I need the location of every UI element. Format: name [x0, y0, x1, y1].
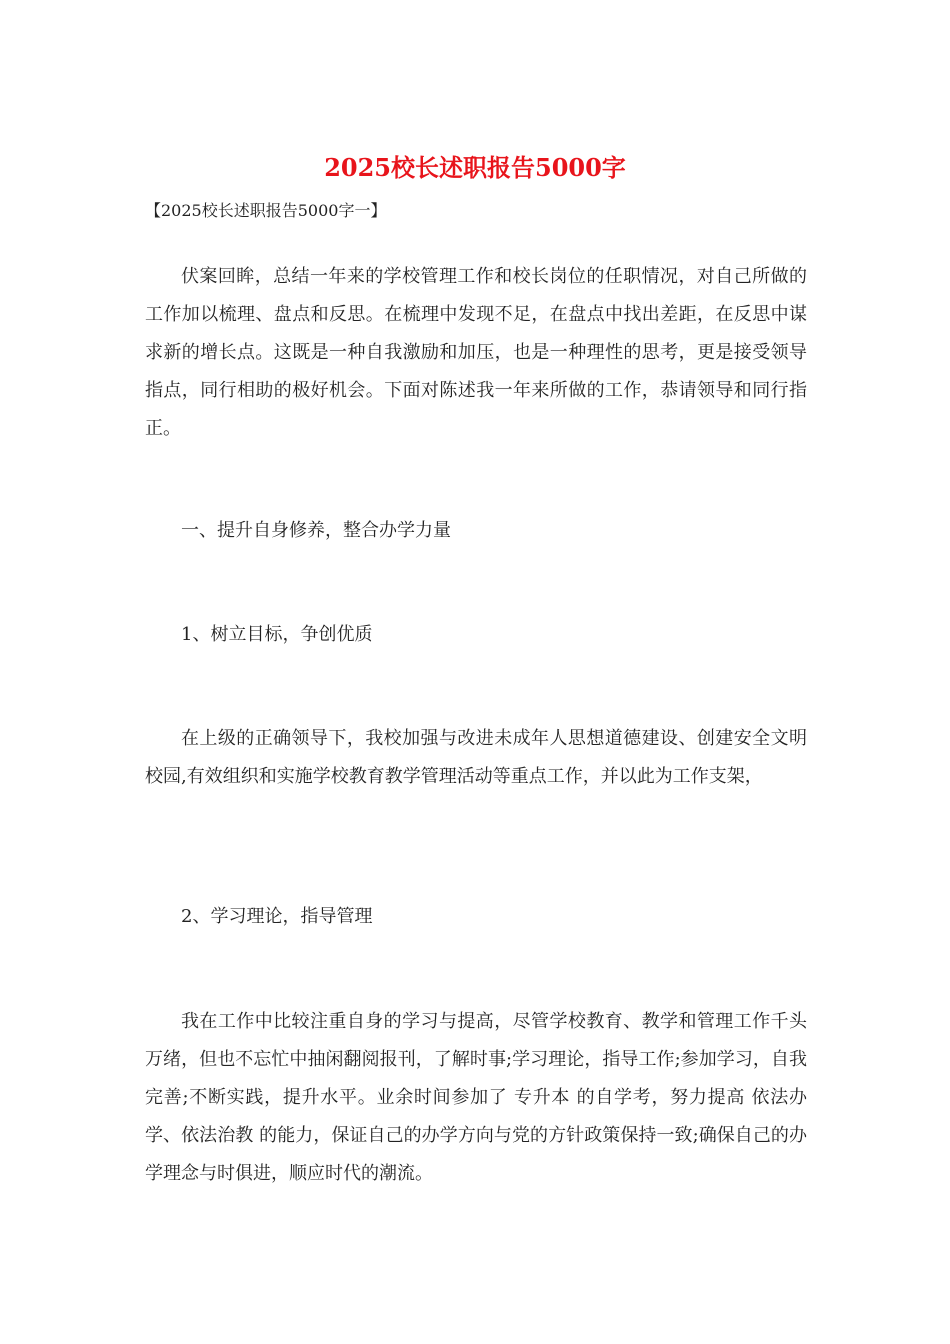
paragraph-learning: 我在工作中比较注重自身的学习与提高，尽管学校教育、教学和管理工作千头万绪，但也不忘忙中抽闲翻阅报刊，了解时事;学习理论，指导工作;参加学习，自我完善;不断实践，提升水平。业余时间参加了 专升本 的自学考，努力提高 依法办学、依法治教 的能力，保证自己的办学方向与党的方针政策保持一致;确保自己的办学理念与时俱进，顺应时代的潮流。	[145, 1011, 807, 1184]
document-title: 2025校长述职报告5000字	[324, 153, 626, 182]
subsection-heading-2: 2、学习理论，指导管理	[181, 906, 373, 927]
document-subtitle: 【2025校长述职报告5000字一】	[145, 201, 387, 220]
section-heading-1: 一、提升自身修养，整合办学力量	[181, 520, 451, 541]
paragraph-intro: 伏案回眸，总结一年来的学校管理工作和校长岗位的任职情况，对自己所做的工作加以梳理、盘点和反思。在梳理中发现不足，在盘点中找出差距，在反思中谋求新的增长点。这既是一种自我激励和加压，也是一种理性的思考，更是接受领导指点，同行相助的极好机会。下面对陈述我一年来所做的工作，恭请领导和同行指正。	[145, 266, 807, 439]
subsection-heading-1: 1、树立目标，争创优质	[181, 624, 373, 645]
paragraph-goals: 在上级的正确领导下，我校加强与改进未成年人思想道德建设、创建安全文明校园,有效组织和实施学校教育教学管理活动等重点工作，并以此为工作支架，	[145, 728, 807, 787]
